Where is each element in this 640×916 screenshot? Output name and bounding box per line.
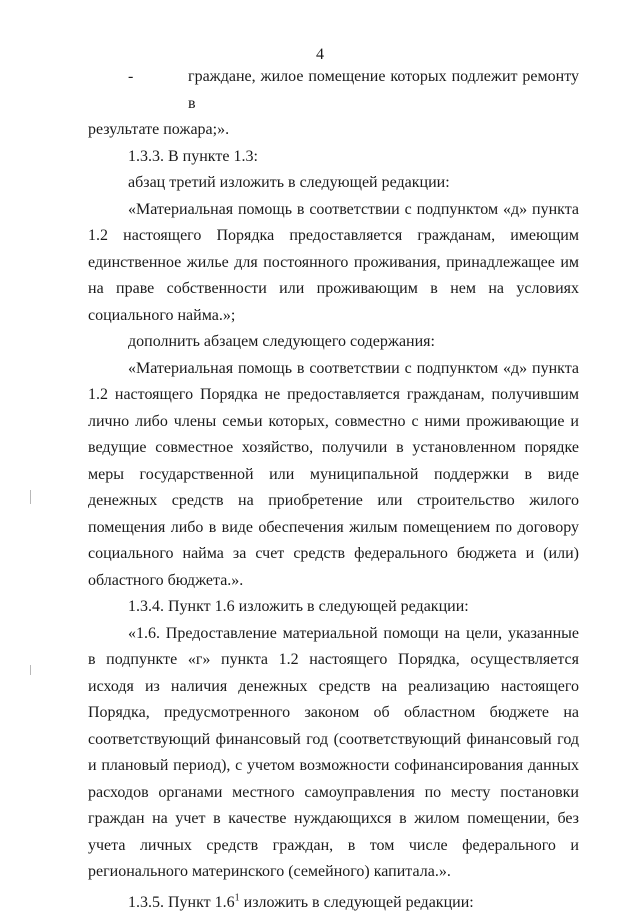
- bullet-dash: -: [88, 64, 188, 117]
- paragraph-quote-2: «Материальная помощь в соответствии с подпунктом «д» пункта 1.2 настоящего Порядка не предоставляется гражданам, получившим лично либо члены семьи которых, совместно с ними проживающие и ведущие совместное хозяйство, получили в установленном порядке меры государственной или муниципальной поддержки в виде денежных средств на приобретение или строительство жилого помещения либо в виде обеспечения жилым помещением по договору социального найма за счет средств федерального бюджета и (или) областного бюджета.».: [88, 356, 579, 595]
- paragraph-quote-1: «Материальная помощь в соответствии с подпунктом «д» пункта 1.2 настоящего Порядка предоставляется гражданам, имеющим единственное жилье для постоянного проживания, принадлежащее им на праве собственности или проживающим в нем на условиях социального найма.»;: [88, 197, 579, 330]
- paragraph-1-3-5-start: 1.3.5. Пункт 1.6: [128, 894, 235, 911]
- paragraph-1-3-5-end: изложить в следующей редакции:: [240, 894, 474, 911]
- bullet-text-line1: граждане, жилое помещение которых подлежит ремонту в: [188, 64, 579, 117]
- bullet-text-line2: результате пожара;».: [88, 117, 579, 144]
- scan-artifact-mark: [30, 665, 31, 675]
- superscript-one: 1: [235, 892, 240, 903]
- document-body: [88, 64, 579, 916]
- paragraph-abzac-tretij: абзац третий изложить в следующей редакции:: [88, 170, 579, 197]
- scan-artifact-mark: [30, 490, 31, 504]
- bullet-line: [88, 64, 579, 117]
- paragraph-1-3-3: 1.3.3. В пункте 1.3:: [88, 144, 579, 171]
- paragraph-1-3-5: [88, 890, 579, 916]
- paragraph-1-3-4: 1.3.4. Пункт 1.6 изложить в следующей редакции:: [88, 594, 579, 621]
- paragraph-quote-1-6: «1.6. Предоставление материальной помощи на цели, указанные в подпункте «г» пункта 1.2 настоящего Порядка, осуществляется исходя из наличия денежных средств на реализацию настоящего Порядка, предусмотренного законом об областном бюджете на соответствующий финансовый год (соответствующий финансовый год и плановый период), с учетом возможности софинансирования данных расходов органами местного самоуправления по месту постановки граждан на учет в качестве нуждающихся в жилом помещении, без учета личных средств граждан, в том числе федерального и регионального материнского (семейного) капитала.».: [88, 621, 579, 886]
- paragraph-dopolnit: дополнить абзацем следующего содержания:: [88, 329, 579, 356]
- page-number: 4: [0, 46, 640, 64]
